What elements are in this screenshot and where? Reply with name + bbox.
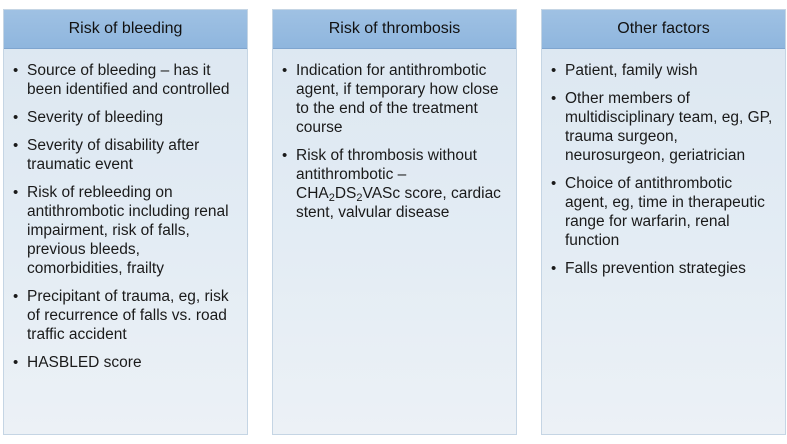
list-item: • Severity of bleeding [16,108,237,127]
bullet-list [273,49,516,222]
subscript: 2 [356,192,363,204]
list-item: • Choice of antithrombotic agent, eg, time in therapeutic range for warfarin, renal function [554,174,775,250]
list-item: • Patient, family wish [554,61,775,80]
list-item: • Falls prevention strategies [554,259,775,278]
list-item: • Severity of disability after traumatic event [16,136,237,174]
list-item: • Precipitant of trauma, eg, risk of recurrence of falls vs. road traffic accident [16,287,237,344]
item-text-tail: VASc score, cardiac stent, valvular disease [296,185,501,221]
item-text-lead: Risk of thrombosis without antithrombotic – CHA [296,147,477,202]
list-item: • Risk of rebleeding on antithrombotic including renal impairment, risk of falls, previous bleeds, comorbidities, frailty [16,183,237,278]
risk-of-bleeding-panel [3,9,248,435]
subscript: 2 [328,192,335,204]
list-item: • Indication for antithrombotic agent, if temporary how close to the end of the treatment course [285,61,506,137]
list-item: • Source of bleeding – has it been identified and controlled [16,61,237,99]
item-text-mid: DS [334,185,357,202]
panel-title: Risk of bleeding [4,10,247,49]
panel-title: Risk of thrombosis [273,10,516,49]
bullet-list [542,49,785,278]
panel-title: Other factors [542,10,785,49]
list-item-thrombosis-score [285,146,506,222]
list-item: • Other members of multidisciplinary team, eg, GP, trauma surgeon, neurosurgeon, geriatrician [554,89,775,165]
bullet-list [4,49,247,372]
risk-of-thrombosis-panel [272,9,517,435]
list-item: • HASBLED score [16,353,237,372]
other-factors-panel [541,9,786,435]
